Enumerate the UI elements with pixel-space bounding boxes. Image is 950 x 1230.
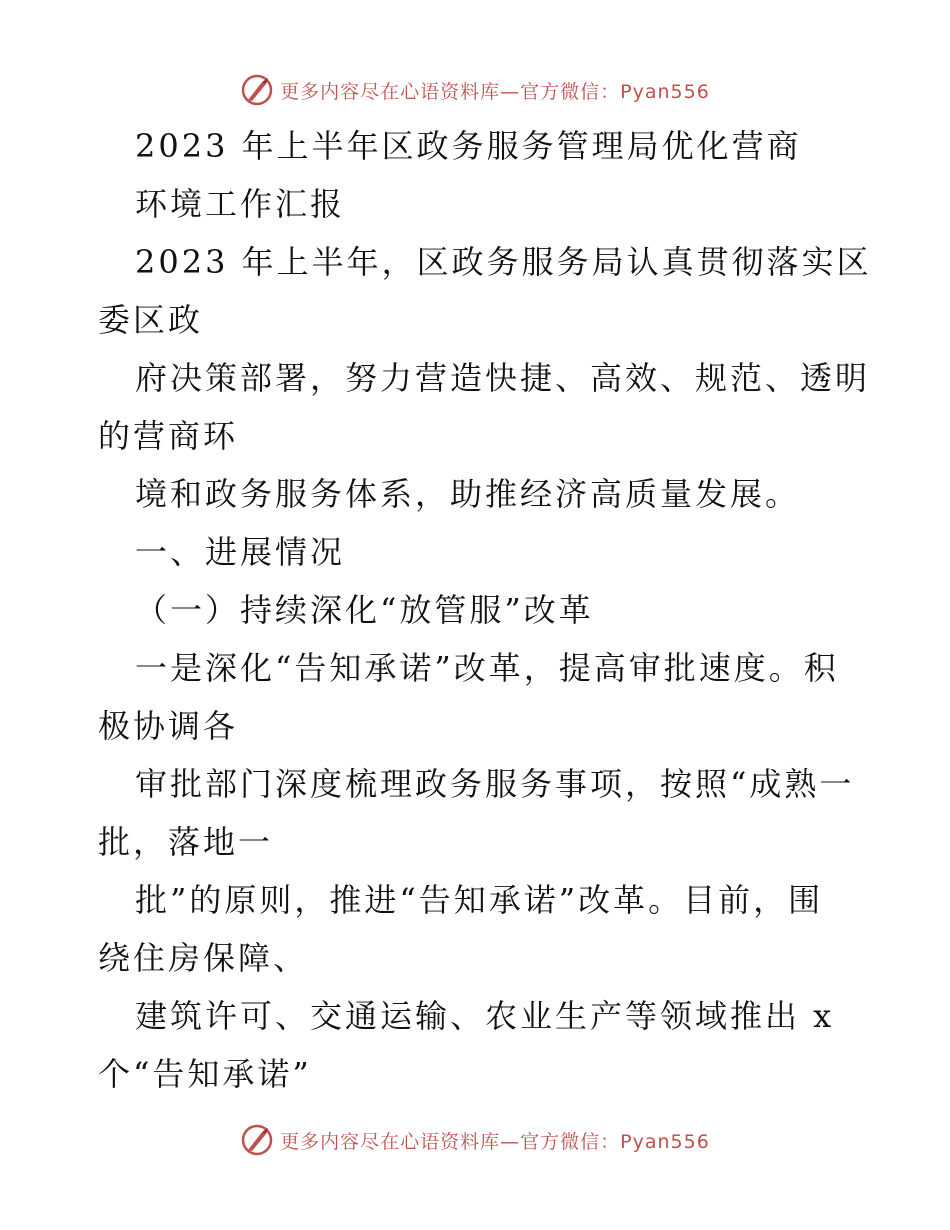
subsection-heading: （一）持续深化“放管服”改革 — [135, 591, 594, 629]
quill-logo-icon — [240, 73, 274, 107]
footer-watermark — [0, 1120, 950, 1160]
paragraph-line: 2023 年上半年，区政务服务局认真贯彻落实区 — [135, 243, 872, 281]
paragraph-line: 个“告知承诺” — [98, 1055, 312, 1093]
paragraph-line: 审批部门深度梳理政务服务事项，按照“成熟一 — [135, 765, 855, 803]
watermark-text: 更多内容尽在心语资料库—官方微信：Pyan556 — [280, 1130, 710, 1153]
quill-logo-icon — [240, 1123, 274, 1157]
paragraph-line: 批”的原则，推进“告知承诺”改革。目前，围 — [135, 881, 824, 919]
watermark-text: 更多内容尽在心语资料库—官方微信：Pyan556 — [280, 80, 710, 103]
paragraph-line: 极协调各 — [98, 707, 239, 745]
paragraph-line: 委区政 — [98, 301, 204, 339]
header-watermark — [0, 70, 950, 110]
paragraph-line: 境和政务服务体系，助推经济高质量发展。 — [135, 475, 801, 513]
document-title-line-2: 环境工作汇报 — [135, 185, 346, 223]
paragraph-line: 的营商环 — [98, 417, 239, 455]
paragraph-line: 建筑许可、交通运输、农业生产等领域推出 x — [135, 997, 835, 1035]
paragraph-line: 批，落地一 — [98, 823, 274, 861]
section-heading: 一、进展情况 — [135, 533, 346, 571]
paragraph-line: 一是深化“告知承诺”改革，提高审批速度。积 — [135, 649, 839, 687]
paragraph-line: 府决策部署，努力营造快捷、高效、规范、透明 — [135, 359, 871, 397]
document-title-line-1: 2023 年上半年区政务服务管理局优化营商 — [135, 127, 802, 165]
paragraph-line: 绕住房保障、 — [98, 939, 309, 977]
